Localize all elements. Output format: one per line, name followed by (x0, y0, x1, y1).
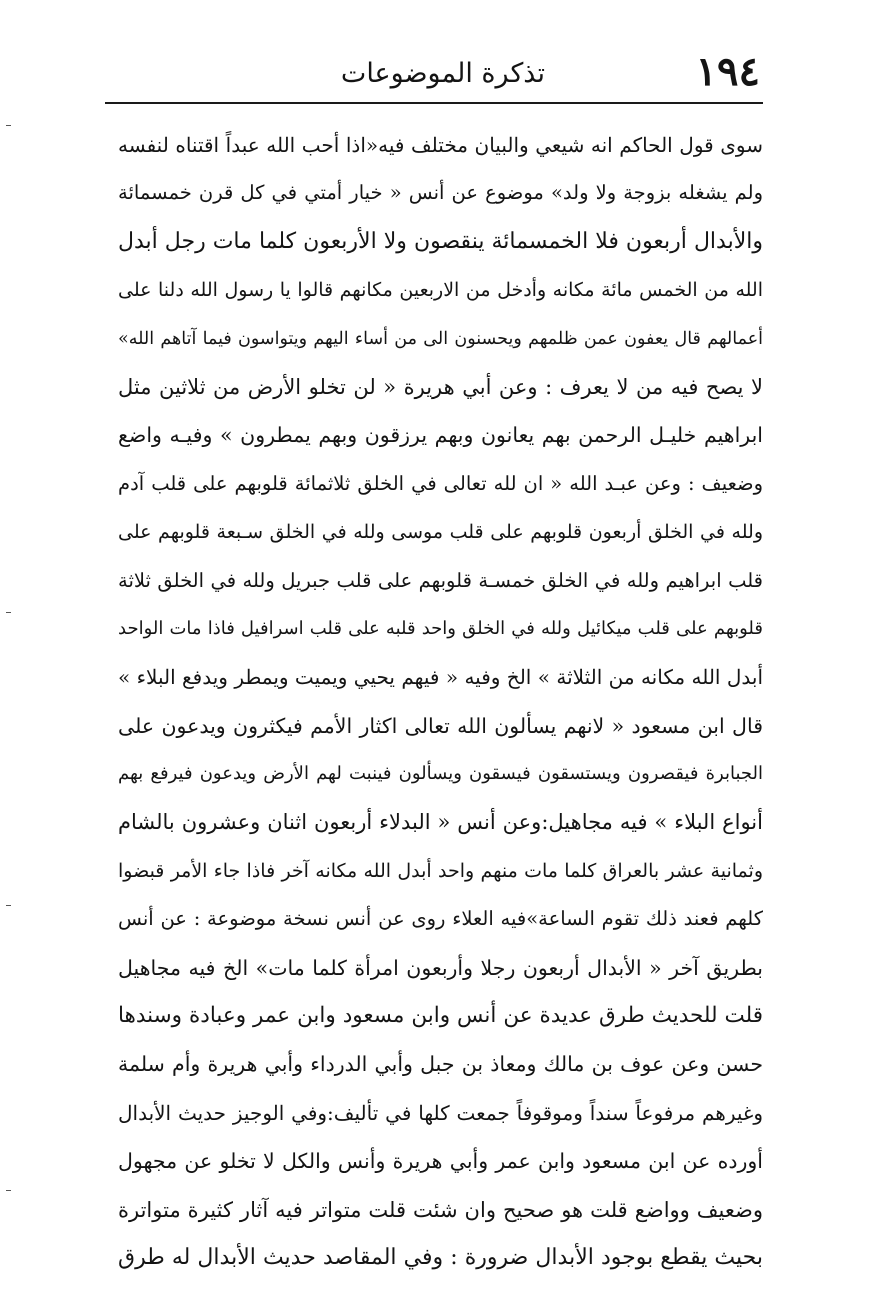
text-line: وضعيف وواضع قلت هو صحيح وان شئت قلت متواتر فيه آثار كثيرة متواترة (118, 1197, 763, 1222)
text-line: حسن وعن عوف بن مالك ومعاذ بن جبل وأبي الدرداء وأبي هريرة وأم سلمة (118, 1052, 763, 1077)
text-line: أبدل الله مكانه من الثلاثة » الخ وفيه « فيهم يحيي ويميت ويمطر ويدفع البلاء » (118, 665, 763, 690)
scan-margin-mark (6, 905, 11, 906)
text-line: الله من الخمس مائة مكانه وأدخل من الاربعين مكانهم قالوا يا رسول الله دلنا على (118, 279, 763, 302)
text-line: ولله في الخلق أربعون قلوبهم على قلب موسى ولله في الخلق سـبعة قلوبهم على (118, 521, 763, 544)
text-line: قلت للحديث طرق عديدة عن أنس وابن مسعود وابن عمر وعبادة وسندها (118, 1003, 763, 1029)
text-line: قال ابن مسعود « لانهم يسألون الله تعالى اكثار الأمم فيكثرون ويدعون على (118, 713, 763, 738)
text-line: أنواع البلاء » فيه مجاهيل:وعن أنس « البدلاء أربعون اثنان وعشرون بالشام (118, 810, 763, 835)
text-line: بطريق آخر « الأبدال أربعون رجلا وأربعون امرأة كلما مات» الخ فيه مجاهيل (118, 955, 763, 980)
scan-margin-mark (6, 1190, 11, 1191)
text-line: الجبابرة فيقصرون ويستسقون فيسقون ويسألون فينبت لهم الأرض ويدعون فيرفع بهم (118, 763, 763, 785)
page-number: ١٩٤ (695, 48, 760, 95)
scan-margin-mark (6, 125, 11, 126)
text-line: وغيرهم مرفوعاً سنداً وموقوفاً جمعت كلها في تأليف:وفي الوجيز حديث الأبدال (118, 1100, 763, 1125)
text-line: لا يصح فيه من لا يعرف : وعن أبي هريرة « لن تخلو الأرض من ثلاثين مثل (118, 374, 763, 399)
text-line: قلب ابراهيم ولله في الخلق خمسـة قلوبهم على قلب جبريل ولله في الخلق ثلاثة (118, 568, 763, 592)
text-line: بحيث يقطع بوجود الأبدال ضرورة : وفي المقاصد حديث الأبدال له طرق (118, 1244, 763, 1270)
running-title: تذكرة الموضوعات (340, 58, 545, 89)
body-text (118, 121, 763, 1282)
text-line: قلوبهم على قلب ميكائيل ولله في الخلق واحد قلبه على قلب اسرافيل فاذا مات الواحد (118, 617, 763, 639)
scan-margin-mark (6, 612, 11, 613)
text-line: ولم يشغله بزوجة ولا ولد» موضوع عن أنس « خيار أمتي في كل قرن خمسمائة (118, 181, 763, 205)
text-line: ابراهيم خليـل الرحمن بهم يعانون وبهم يرزقون وبهم يمطرون » وفيـه واضع (118, 423, 763, 448)
text-line: وثمانية عشر بالعراق كلما مات منهم واحد أبدل الله مكانه آخر فاذا جاء الأمر قبضوا (118, 859, 763, 882)
header-divider (105, 102, 763, 104)
text-line: سوى قول الحاكم انه شيعي والبيان مختلف فيه«اذا أحب الله عبداً اقتناه لنفسه (118, 133, 763, 157)
text-line: أعمالهم قال يعفون عمن ظلمهم ويحسنون الى من أساء اليهم ويتواسون فيما آتاهم الله» (118, 328, 763, 349)
text-line: وضعيف : وعن عبـد الله « ان لله تعالى في الخلق ثلاثمائة قلوبهم على قلب آدم (118, 471, 763, 495)
text-line: كلهم فعند ذلك تقوم الساعة»فيه العلاء روى عن أنس نسخة موضوعة : عن أنس (118, 907, 763, 931)
text-line: والأبدال أربعون فلا الخمسمائة ينقصون ولا الأربعون كلما مات رجل أبدل (118, 228, 763, 254)
page-header (105, 42, 760, 102)
text-line: أورده عن ابن مسعود وابن عمر وأبي هريرة وأنس والكل لا تخلو عن مجهول (118, 1149, 763, 1174)
